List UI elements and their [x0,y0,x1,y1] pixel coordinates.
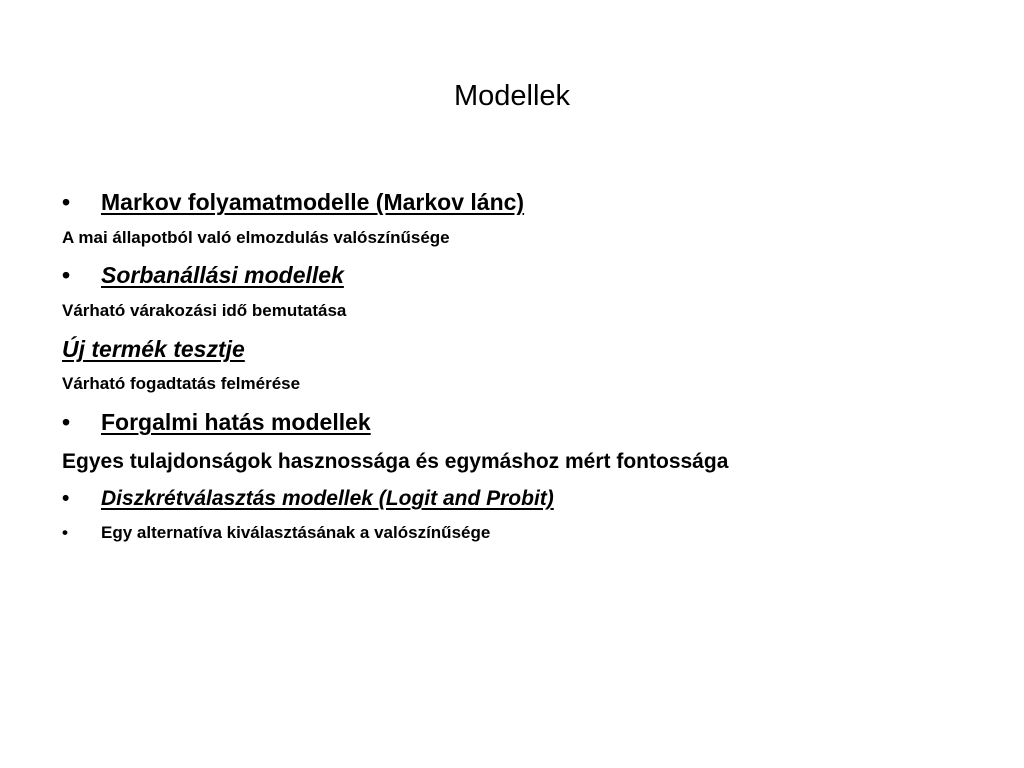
bullet-marker: • [62,262,71,288]
heading-queueing: Sorbanállási modellek [101,262,344,288]
description-new-product: Várható fogadtatás felmérése [62,374,301,393]
bullet-marker: • [62,523,68,542]
heading-discrete-choice: Diszkrétválasztás modellek (Logit and Probit) [101,487,554,510]
bullet-marker: • [62,409,71,435]
heading-traffic: Forgalmi hatás modellek [101,409,371,435]
description-traffic: Egyes tulajdonságok hasznossága és egymáshoz mért fontossága [62,450,729,473]
bullet-marker: • [62,487,70,510]
heading-new-product: Új termék tesztje [62,336,245,362]
description-markov: A mai állapotból való elmozdulás valószínűsége [62,228,450,247]
bullet-marker: • [62,189,71,215]
description-discrete-choice: Egy alternatíva kiválasztásának a valószínűsége [101,523,491,542]
slide-title: Modellek [453,80,571,112]
heading-markov: Markov folyamatmodelle (Markov lánc) [101,189,525,215]
description-queueing: Várható várakozási idő bemutatása [62,301,347,320]
